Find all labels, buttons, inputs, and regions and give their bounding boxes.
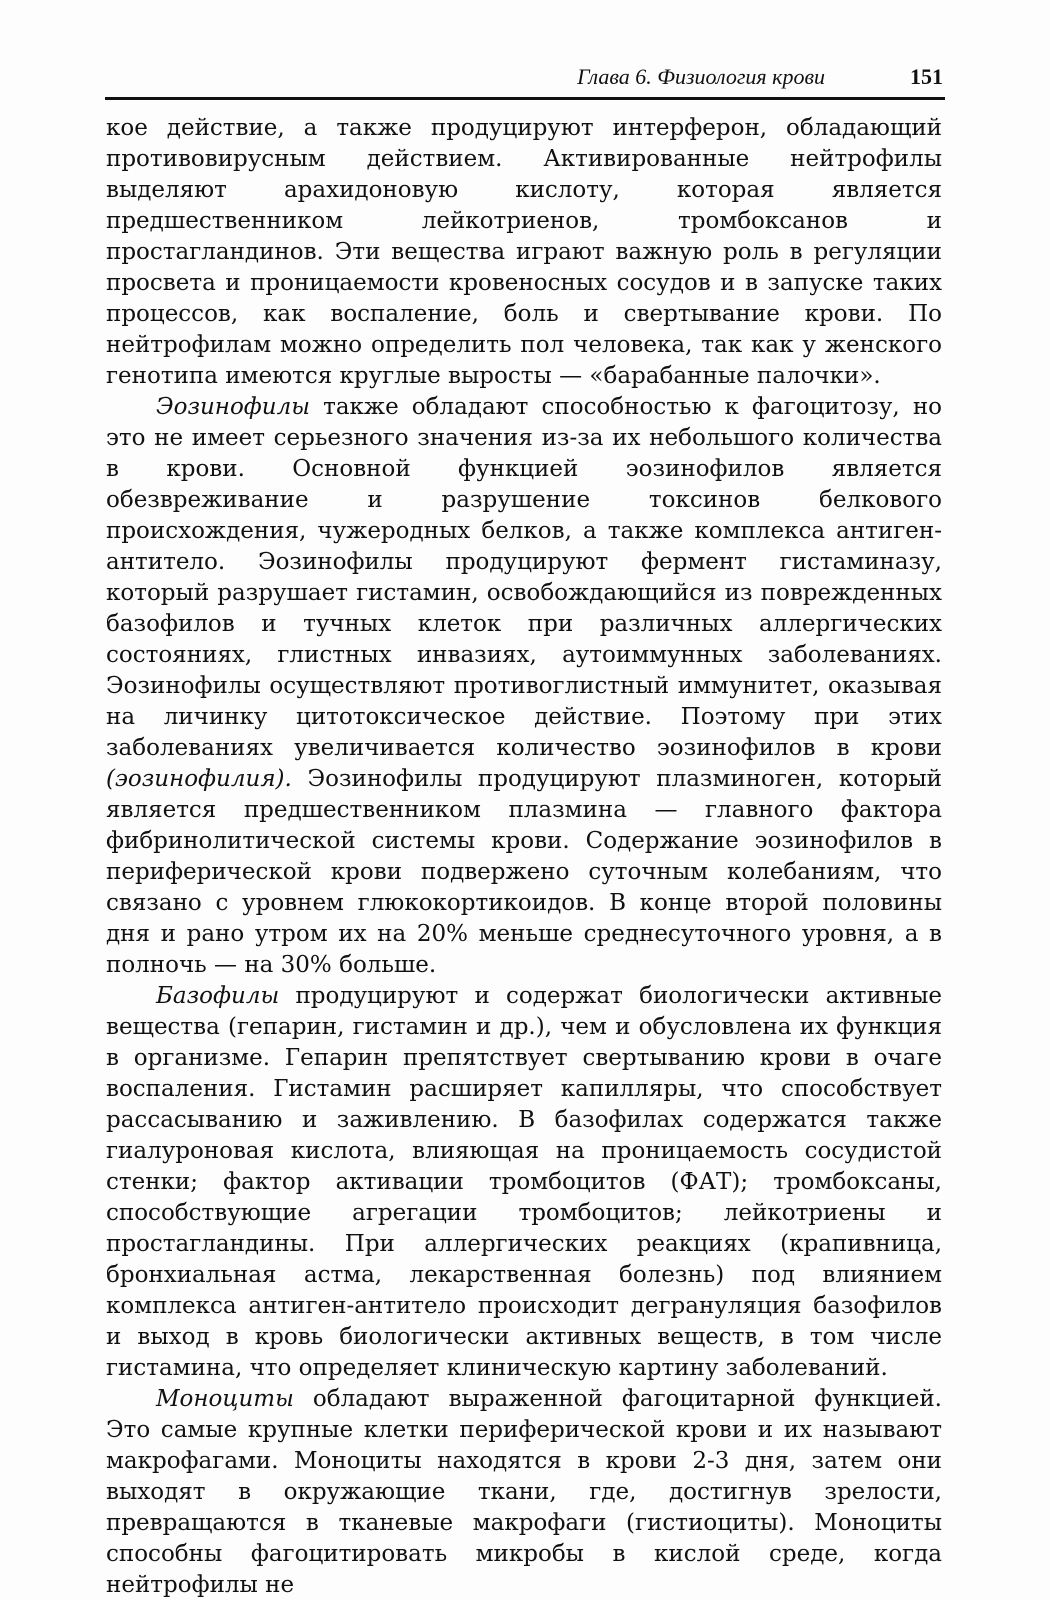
page-number: 151	[910, 64, 943, 89]
header-rule	[105, 97, 945, 100]
page-header	[105, 62, 945, 96]
paragraph-neutrophils	[106, 113, 942, 392]
paragraph-monocytes	[106, 1384, 942, 1601]
running-title: Глава 6. Физиология крови	[577, 64, 825, 89]
paragraph-text-tail: Эозинофилы продуцируют плазминоген, который является предшественником плазмина — главного фактора фибринолитической системы крови. Содержание эозинофилов в периферической крови подвержено суточным колебаниям, что связано с уровнем глюкокортикоидов. В конце второй половины дня и рано утром их на 20% меньше среднесуточного уровня, а в полночь — на 30% больше.	[106, 766, 942, 978]
term-eosinophilia: (эозинофилия).	[106, 766, 292, 792]
term-basophils: Базофилы	[156, 983, 280, 1009]
paragraph-text: обладают выраженной фагоцитарной функцией. Это самые крупные клетки периферической крови и их называют макрофагами. Моноциты находятся в крови 2-3 дня, затем они выходят в окружающие ткани, где, достигнув зрелости, превращаются в тканевые макрофаги (гистиоциты). Моноциты способны фагоцитировать микробы в кислой среде, когда нейтрофилы не	[106, 1386, 942, 1598]
term-eosinophils: Эозинофилы	[156, 394, 310, 420]
paragraph-text: кое действие, а также продуцируют интерферон, обладающий противовирусным действием. Активированные нейтрофилы выделяют арахидоновую кислоту, которая является предшественником лейкотриенов, тромбоксанов и простагландинов. Эти вещества играют важную роль в регуляции просвета и проницаемости кровеносных сосудов и в запуске таких процессов, как воспаление, боль и свертывание крови. По нейтрофилам можно определить пол человека, так как у женского генотипа имеются круглые выросты — «барабанные палочки».	[106, 115, 942, 389]
paragraph-text: также обладают способностью к фагоцитозу, но это не имеет серьезного значения из-за их небольшого количества в крови. Основной функцией эозинофилов является обезвреживание и разрушение токсинов белкового происхождения, чужеродных белков, а также комплекса антиген-антитело. Эозинофилы продуцируют фермент гистаминазу, который разрушает гистамин, освобождающийся из поврежденных базофилов и тучных клеток при различных аллергических состояниях, глистных инвазиях, аутоиммунных заболеваниях. Эозинофилы осуществляют противоглистный иммунитет, оказывая на личинку цитотоксическое действие. Поэтому при этих заболеваниях увеличивается количество эозинофилов в крови	[106, 394, 942, 761]
term-monocytes: Моноциты	[156, 1386, 294, 1412]
paragraph-eosinophils	[106, 392, 942, 981]
body-text	[106, 113, 942, 1601]
paragraph-text: продуцируют и содержат биологически активные вещества (гепарин, гистамин и др.), чем и обусловлена их функция в организме. Гепарин препятствует свертыванию крови в очаге воспаления. Гистамин расширяет капилляры, что способствует рассасыванию и заживлению. В базофилах содержатся также гиалуроновая кислота, влияющая на проницаемость сосудистой стенки; фактор активации тромбоцитов (ФАТ); тромбоксаны, способствующие агрегации тромбоцитов; лейкотриены и простагландины. При аллергических реакциях (крапивница, бронхиальная астма, лекарственная болезнь) под влиянием комплекса антиген-антитело происходит дегрануляция базофилов и выход в кровь биологически активных веществ, в том числе гистамина, что определяет клиническую картину заболеваний.	[106, 983, 942, 1381]
paragraph-basophils	[106, 981, 942, 1384]
